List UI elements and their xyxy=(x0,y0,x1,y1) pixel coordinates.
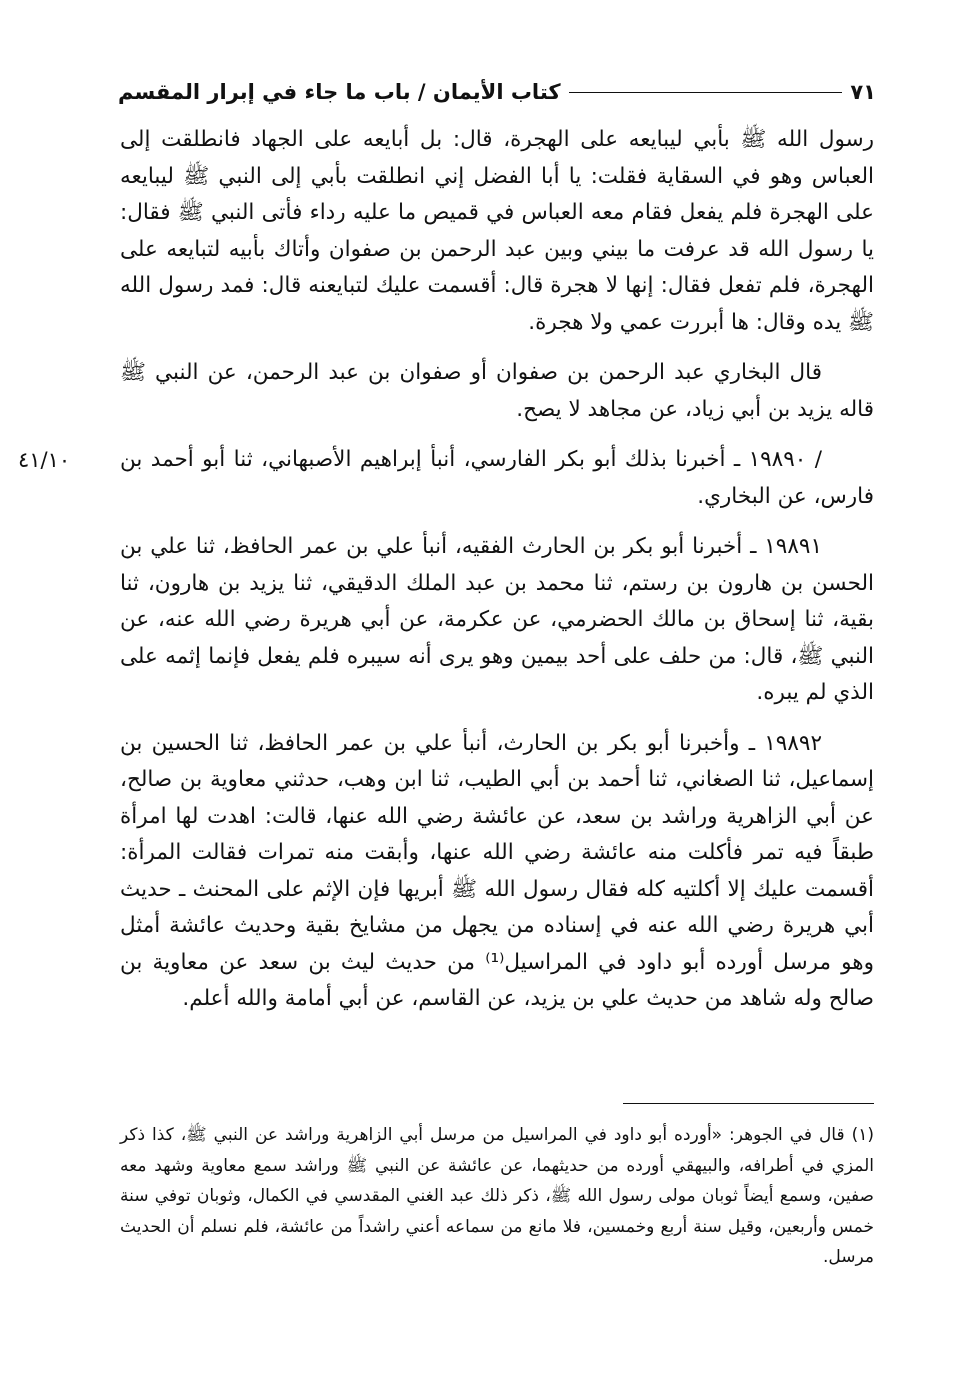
margin-reference: ٤١/١٠ xyxy=(18,448,71,472)
paragraph: رسول الله ﷺ بأبي ليبايعه على الهجرة، قال: بل أبايعه على الجهاد فانطلقت إلى العباس وهو في السقاية فقلت: يا أبا الفضل إني انطلقت بأبي إلى النبي ﷺ ليبايعه على الهجرة فلم يفعل فقام معه العباس في قميص ما عليه رداء فأتى النبي ﷺ فقال: يا رسول الله قد عرفت ما بيني وبين عبد الرحمن بن صفوان وأتاك بأبيه لتبايعه على الهجرة، فلم تفعل فقال: إنها لا هجرة قال: أقسمت عليك لتبايعنه قال: فمد رسول الله ﷺ يده وقال: ها أبررت عمي ولا هجرة. xyxy=(120,127,874,335)
paragraph: / ١٩٨٩٠ ـ أخبرنا بذلك أبو بكر الفارسي، أنبأ إبراهيم الأصبهاني، ثنا أبو أحمد بن فارس، عن البخاري. xyxy=(120,447,874,509)
running-title: كتاب الأيمان / باب ما جاء في إبرار المقسم xyxy=(118,80,561,104)
hadith-19890-block xyxy=(18,442,874,515)
paragraph: ١٩٨٩١ ـ أخبرنا أبو بكر بن الحارث الفقيه، أنبأ علي بن عمر الحافظ، ثنا علي بن الحسن بن هارون بن رستم، ثنا محمد بن عبد الملك الدقيقي، ثنا يزيد بن هارون، ثنا بقية، ثنا إسحاق بن مالك الحضرمي، عن عكرمة، عن أبي هريرة رضي الله عنه، عن النبي ﷺ، قال: من حلف على أحد بيمين وهو يرى أنه سيبره فلم يفعل فإنما إثمه على الذي لم يبره. xyxy=(120,534,874,705)
page-number: ٧١ xyxy=(850,80,876,104)
footnotes xyxy=(120,1120,874,1273)
main-text xyxy=(18,122,875,1032)
paragraph: ١٩٨٩٢ ـ وأخبرنا أبو بكر بن الحارث، أنبأ علي بن عمر الحافظ، ثنا الحسين بن إسماعيل، ثنا الصغاني، ثنا أحمد بن أبي الطيب، ثنا ابن وهب، حدثني معاوية بن صالح، عن أبي الزاهرية وراشد بن سعد، عن عائشة رضي الله عنها، قالت: اهدت لها امرأة طبقاً فيه تمر فأكلت منه عائشة رضي الله عنها، وأبقت منه تمرات فقالت المرأة: أقسمت عليك إلا أكلتيه كله فقال رسول الله ﷺ أبريها فإن الإثم على المحنث ـ حديث أبي هريرة رضي الله عنه في إسناده من يجهل من مشايخ بقية وحديث عائشة أمثل وهو مرسل أورده أبو داود في المراسيل⁽¹⁾ من حديث ليث بن سعد عن معاوية بن صالح وله شاهد من حديث علي بن يزيد، عن القاسم، عن أبي أمامة والله أعلم. xyxy=(120,730,875,1011)
footnote-1: (١) قال في الجوهر: «أورده أبو داود في المراسيل من مرسل أبي الزاهرية وراشد عن النبي ﷺ، كذا ذكر المزي في أطرافه، والبيهقي أورده من حديثهما، عن عائشة عن النبي ﷺ وراشد سمع معاوية وشهد معه صفين، وسمع أيضاً ثوبان مولى رسول الله ﷺ، ذكر ذلك عبد الغني المقدسي في الكمال، وثوبان توفي سنة خمس وأربعين، وقيل سنة أربع وخمسين، فلا مانع من سماعه أعني راشداً من عائشة، فلم نسلم أن الحديث مرسل. xyxy=(120,1125,874,1267)
header-rule xyxy=(569,92,843,93)
paragraph: قال البخاري عبد الرحمن بن صفوان أو صفوان بن عبد الرحمن، عن النبي ﷺ قاله يزيد بن أبي زياد، عن مجاهد لا يصح. xyxy=(120,360,874,422)
page-header xyxy=(118,72,876,112)
footnote-separator xyxy=(623,1103,874,1104)
